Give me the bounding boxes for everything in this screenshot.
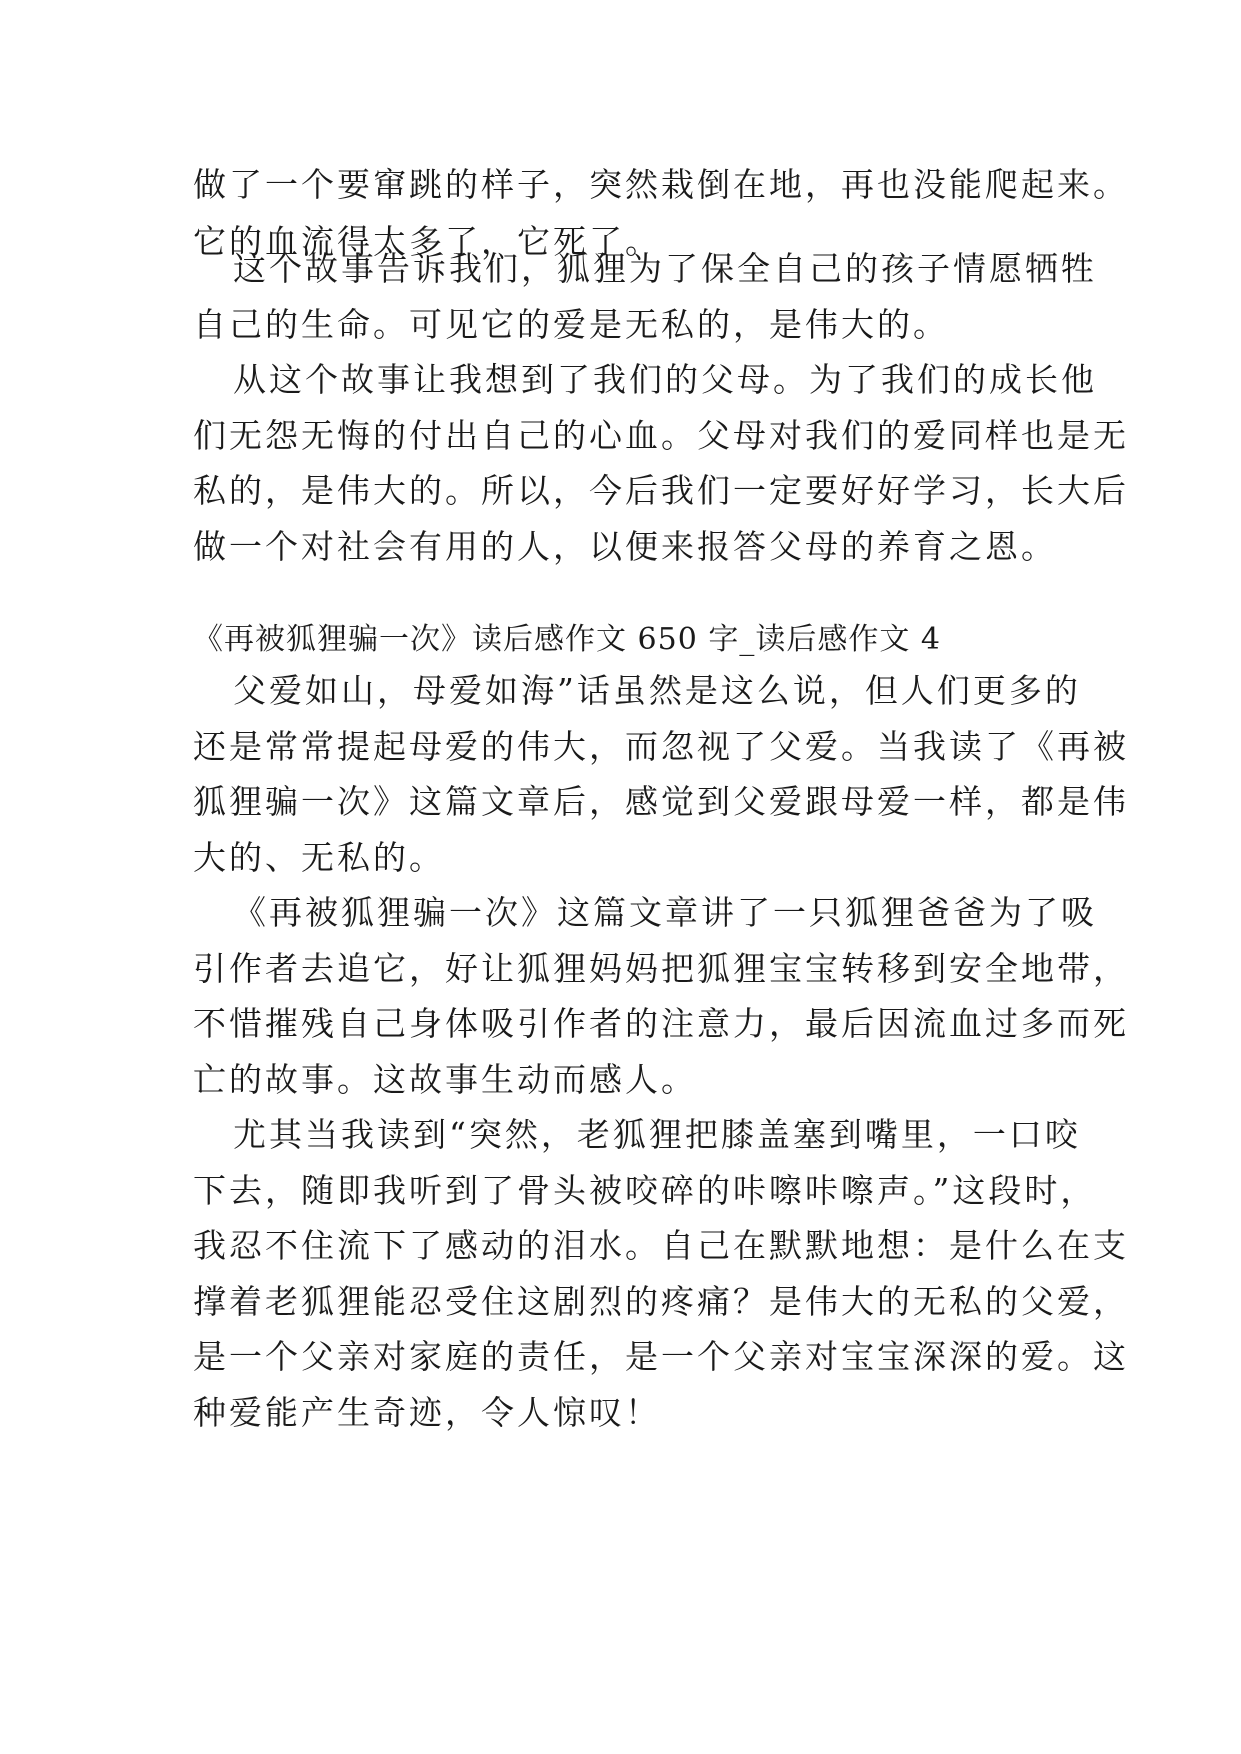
paragraph-1-line-1: 做了一个要窜跳的样子，突然栽倒在地，再也没能爬起来。 xyxy=(193,165,1129,204)
paragraph-4-line-1: 父爱如山，母爱如海”话虽然是这么说，但人们更多的 xyxy=(233,671,1081,710)
paragraph-1-line-2: 它的血流得太多了，它死了。 xyxy=(193,222,661,261)
paragraph-4-line-4: 大的、无私的。 xyxy=(193,838,445,877)
paragraph-4-line-2: 还是常常提起母爱的伟大，而忽视了父爱。当我读了《再被 xyxy=(193,727,1129,766)
paragraph-6-line-2: 下去，随即我听到了骨头被咬碎的咔嚓咔嚓声。”这段时， xyxy=(193,1171,1097,1210)
paragraph-6-line-4: 撑着老狐狸能忍受住这剧烈的疼痛？是伟大的无私的父爱， xyxy=(193,1282,1129,1321)
paragraph-6-line-1: 尤其当我读到“突然，老狐狸把膝盖塞到嘴里，一口咬 xyxy=(233,1115,1081,1154)
paragraph-5-line-4: 亡的故事。这故事生动而感人。 xyxy=(193,1060,697,1099)
section-title: 《再被狐狸骗一次》读后感作文 650 字_读后感作文 4 xyxy=(193,622,941,657)
paragraph-5-line-1: 《再被狐狸骗一次》这篇文章讲了一只狐狸爸爸为了吸 xyxy=(233,893,1097,932)
paragraph-6-line-6: 种爱能产生奇迹，令人惊叹！ xyxy=(193,1393,661,1432)
paragraph-2-line-1: 这个故事告诉我们，狐狸为了保全自己的孩子情愿牺牲 xyxy=(233,249,1097,288)
paragraph-2-line-2: 自己的生命。可见它的爱是无私的，是伟大的。 xyxy=(193,305,949,344)
paragraph-6-line-5: 是一个父亲对家庭的责任，是一个父亲对宝宝深深的爱。这 xyxy=(193,1337,1129,1376)
paragraph-6-line-3: 我忍不住流下了感动的泪水。自己在默默地想：是什么在支 xyxy=(193,1226,1129,1265)
paragraph-5-line-2: 引作者去追它，好让狐狸妈妈把狐狸宝宝转移到安全地带， xyxy=(193,949,1129,988)
paragraph-5-line-3: 不惜摧残自己身体吸引作者的注意力，最后因流血过多而死 xyxy=(193,1004,1129,1043)
paragraph-3-line-3: 私的，是伟大的。所以，今后我们一定要好好学习，长大后 xyxy=(193,471,1129,510)
paragraph-3-line-1: 从这个故事让我想到了我们的父母。为了我们的成长他 xyxy=(233,360,1097,399)
paragraph-3-line-2: 们无怨无悔的付出自己的心血。父母对我们的爱同样也是无 xyxy=(193,416,1129,455)
paragraph-4-line-3: 狐狸骗一次》这篇文章后，感觉到父爱跟母爱一样，都是伟 xyxy=(193,782,1129,821)
paragraph-3-line-4: 做一个对社会有用的人，以便来报答父母的养育之恩。 xyxy=(193,527,1057,566)
